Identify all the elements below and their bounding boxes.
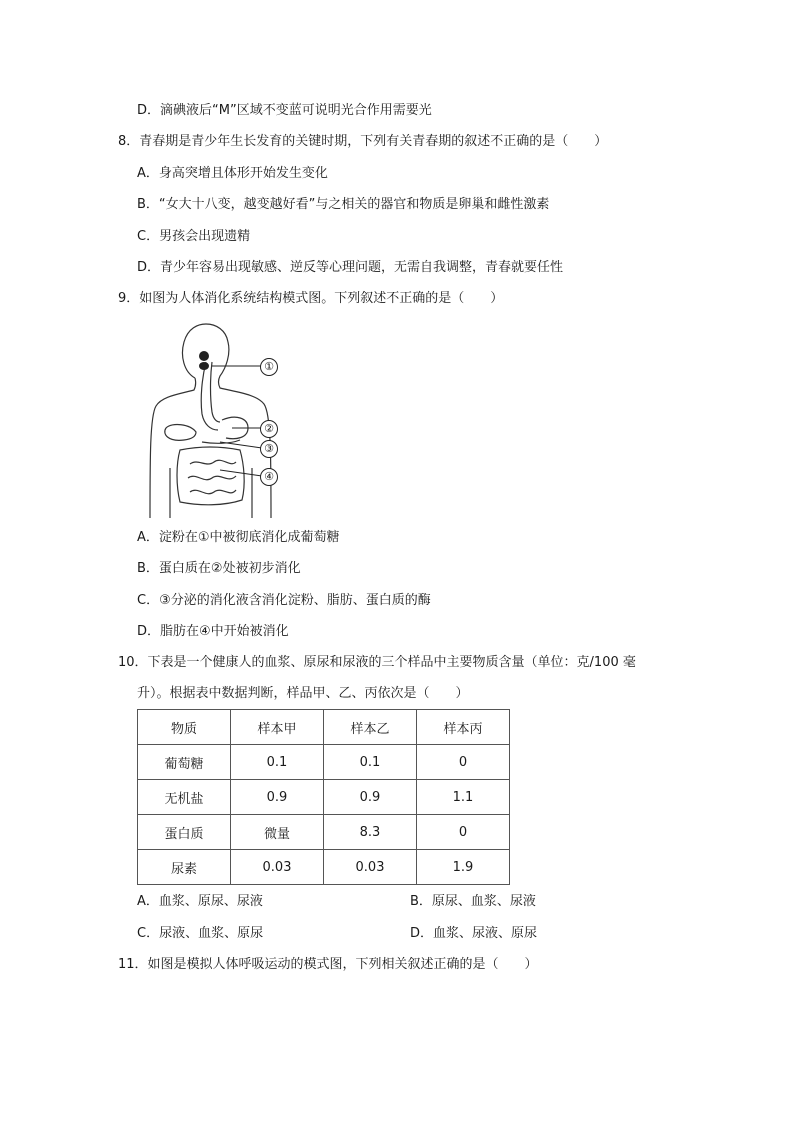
q10-stem-line2: 升）。根据表中数据判断，样品甲、乙、丙依次是（ ） — [137, 686, 469, 701]
q11-stem: 11．如图是模拟人体呼吸运动的模式图，下列相关叙述正确的是（ ） — [118, 957, 538, 972]
q8-option-d: D．青少年容易出现敏感、逆反等心理问题，无需自我调整，青春就要任性 — [137, 260, 564, 275]
substance-content-table — [137, 709, 510, 885]
table-row — [138, 815, 510, 850]
header-cell: 样本甲 — [231, 710, 324, 745]
table-cell: 尿素 — [138, 850, 231, 885]
table-cell: 0.03 — [324, 850, 417, 885]
table-cell: 0 — [417, 815, 510, 850]
header-cell: 物质 — [138, 710, 231, 745]
q10-option-c: C．尿液、血浆、原尿 — [137, 926, 264, 941]
q10-option-b: B．原尿、血浆、尿液 — [410, 894, 536, 909]
q9-option-d: D．脂肪在④中开始被消化 — [137, 624, 289, 639]
table-cell: 1.9 — [417, 850, 510, 885]
header-cell: 样本丙 — [417, 710, 510, 745]
callout-1: ① — [260, 358, 278, 376]
q8-option-b: B．“女大十八变，越变越好看”与之相关的器官和物质是卵巢和雌性激素 — [137, 197, 550, 212]
table-cell: 蛋白质 — [138, 815, 231, 850]
callout-4: ④ — [260, 468, 278, 486]
table-cell: 0.1 — [231, 745, 324, 780]
digestive-system-diagram — [140, 318, 290, 518]
table-cell: 1.1 — [417, 780, 510, 815]
q10-option-a: A．血浆、原尿、尿液 — [137, 894, 263, 909]
table-cell: 微量 — [231, 815, 324, 850]
table-header-row — [138, 710, 510, 745]
callout-3: ③ — [260, 440, 278, 458]
table-cell: 0.1 — [324, 745, 417, 780]
table-cell: 无机盐 — [138, 780, 231, 815]
table-cell: 葡萄糖 — [138, 745, 231, 780]
table-cell: 0.9 — [231, 780, 324, 815]
q9-option-b: B．蛋白质在②处被初步消化 — [137, 561, 301, 576]
table-cell: 0.9 — [324, 780, 417, 815]
q8-option-c: C．男孩会出现遗精 — [137, 229, 251, 244]
q7-option-d: D．滴碘液后“M”区域不变蓝可说明光合作用需要光 — [137, 103, 432, 118]
table-row — [138, 780, 510, 815]
header-cell: 样本乙 — [324, 710, 417, 745]
table-row — [138, 850, 510, 885]
q9-stem: 9．如图为人体消化系统结构模式图。下列叙述不正确的是（ ） — [118, 291, 504, 306]
q8-option-a: A．身高突增且体形开始发生变化 — [137, 166, 328, 181]
callout-2: ② — [260, 420, 278, 438]
q8-stem: 8．青春期是青少年生长发育的关键时期，下列有关青春期的叙述不正确的是（ ） — [118, 134, 608, 149]
q10-option-d: D．血浆、尿液、原尿 — [410, 926, 538, 941]
table-row — [138, 745, 510, 780]
table-cell: 8.3 — [324, 815, 417, 850]
q10-stem-line1: 10．下表是一个健康人的血浆、原尿和尿液的三个样品中主要物质含量（单位：克/100 毫 — [118, 655, 636, 670]
q9-option-a: A．淀粉在①中被彻底消化成葡萄糖 — [137, 530, 340, 545]
digestive-system-illustration — [140, 318, 290, 518]
table-cell: 0.03 — [231, 850, 324, 885]
q9-option-c: C．③分泌的消化液含消化淀粉、脂肪、蛋白质的酶 — [137, 593, 431, 608]
table-cell: 0 — [417, 745, 510, 780]
